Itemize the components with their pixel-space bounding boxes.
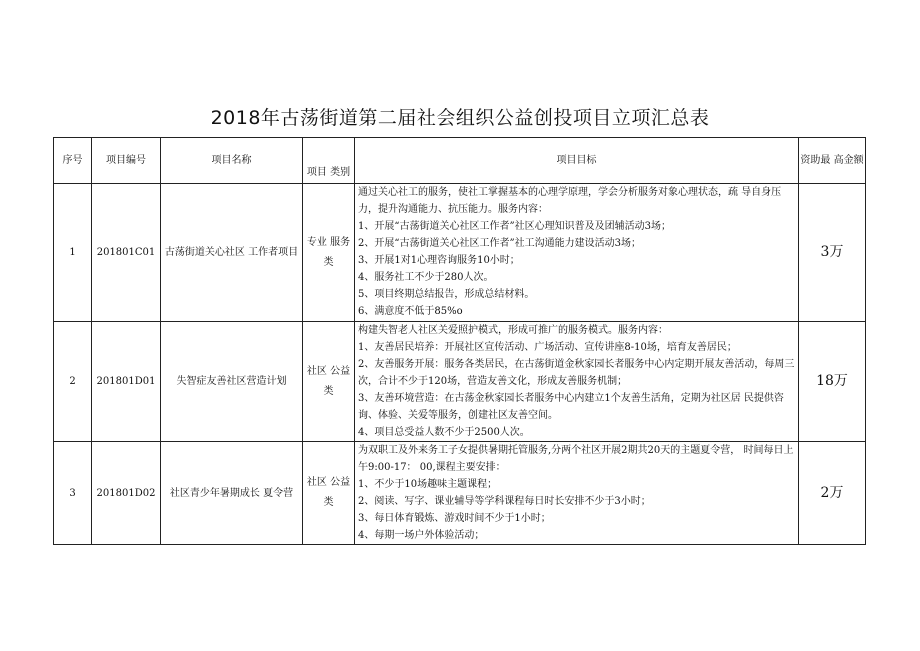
row-amount: 2万: [799, 442, 866, 545]
goal-line: 4、服务社工不少于280人次。: [358, 272, 494, 283]
header-row: [54, 138, 866, 184]
header-name: 项目名称: [161, 138, 303, 184]
row-name: 社区青少年暑期成长 夏令营: [161, 442, 303, 545]
header-seq: 序号: [54, 138, 92, 184]
row-name: 古荡街道关心社区 工作者项目: [161, 184, 303, 322]
row-name: 失智症友善社区营造计划: [161, 322, 303, 442]
goal-line: 6、满意度不低于85%o: [358, 306, 463, 317]
goal-line: 3、每日体育锻炼、游戏时间不少于1小时；: [358, 513, 551, 524]
table-row: [54, 184, 866, 322]
goal-line: 通过关心社工的服务，使社工掌握基本的心理学原理，学会分析服务对象心理状态，疏 导自身压力，提升沟通能力、抗压能力。服务内容：: [358, 187, 782, 215]
row-code: 201801D01: [92, 322, 161, 442]
goal-line: 4、项目总受益人数不少于2500人次。: [358, 427, 530, 438]
goal-line: 3、友善环境营造：在古荡金秋家园长者服务中心内建立1个友善生活角，定期为社区居 民提供咨询、体验、关爱等服务，创建社区友善空间。: [358, 393, 784, 421]
row-goals: [355, 322, 799, 442]
row-code: 201801C01: [92, 184, 161, 322]
goal-line: 4、每期一场户外体验活动；: [358, 530, 485, 541]
row-seq: 2: [54, 322, 92, 442]
row-seq: 3: [54, 442, 92, 545]
header-amount: 资助最 高金额: [799, 138, 866, 184]
goal-line: 3、开展1对1心理咨询服务10小时；: [358, 255, 520, 266]
goal-line: 1、开展“古荡街道关心社区工作者”社区心理知识普及及团辅活动3场；: [358, 221, 671, 232]
header-code: 项目编号: [92, 138, 161, 184]
table-row: [54, 442, 866, 545]
page-title: 2018年古荡街道第二届社会组织公益创投项目立项汇总表: [210, 107, 710, 129]
table-row: [54, 322, 866, 442]
goal-line: 2、开展“古荡街道关心社区工作者”社工沟通能力建设活动3场；: [358, 238, 641, 249]
header-goals: 项目目标: [355, 138, 799, 184]
project-summary-table: [53, 137, 866, 545]
row-amount: 18万: [799, 322, 866, 442]
row-goals: [355, 184, 799, 322]
row-amount: 3万: [799, 184, 866, 322]
row-type: 社区 公益类: [303, 322, 355, 442]
goal-line: 构建失智老人社区关爱照护模式，形成可推广的服务模式。服务内容：: [358, 325, 668, 336]
goal-line: 2、友善服务开展：服务各类居民，在古荡街道金秋家园长者服务中心内定期开展友善活动，每周三次，合计不少于120场，营造友善文化，形成友善服务机制；: [358, 359, 795, 387]
goal-line: 5、项目终期总结报告，形成总结材料。: [358, 289, 535, 300]
row-code: 201801D02: [92, 442, 161, 545]
goal-line: 1、不少于10场趣味主题课程；: [358, 479, 498, 490]
goal-line: 2、阅读、写字、课业辅导等学科课程每日时长安排不少于3小时；: [358, 496, 651, 507]
row-seq: 1: [54, 184, 92, 322]
row-type: 专业 服务类: [303, 184, 355, 322]
row-goals: [355, 442, 799, 545]
goal-line: 为双职工及外来务工子女提供暑期托管服务,分两个社区开展2期共20天的主题夏令营， 时间每日上午9:00-17： 00,课程主要安排：: [358, 445, 794, 473]
header-type: 项目 类别: [303, 138, 355, 184]
goal-line: 1、友善居民培养：开展社区宣传活动、广场活动、宣传讲座8-10场，培育友善居民；: [358, 342, 737, 353]
row-type: 社区 公益类: [303, 442, 355, 545]
